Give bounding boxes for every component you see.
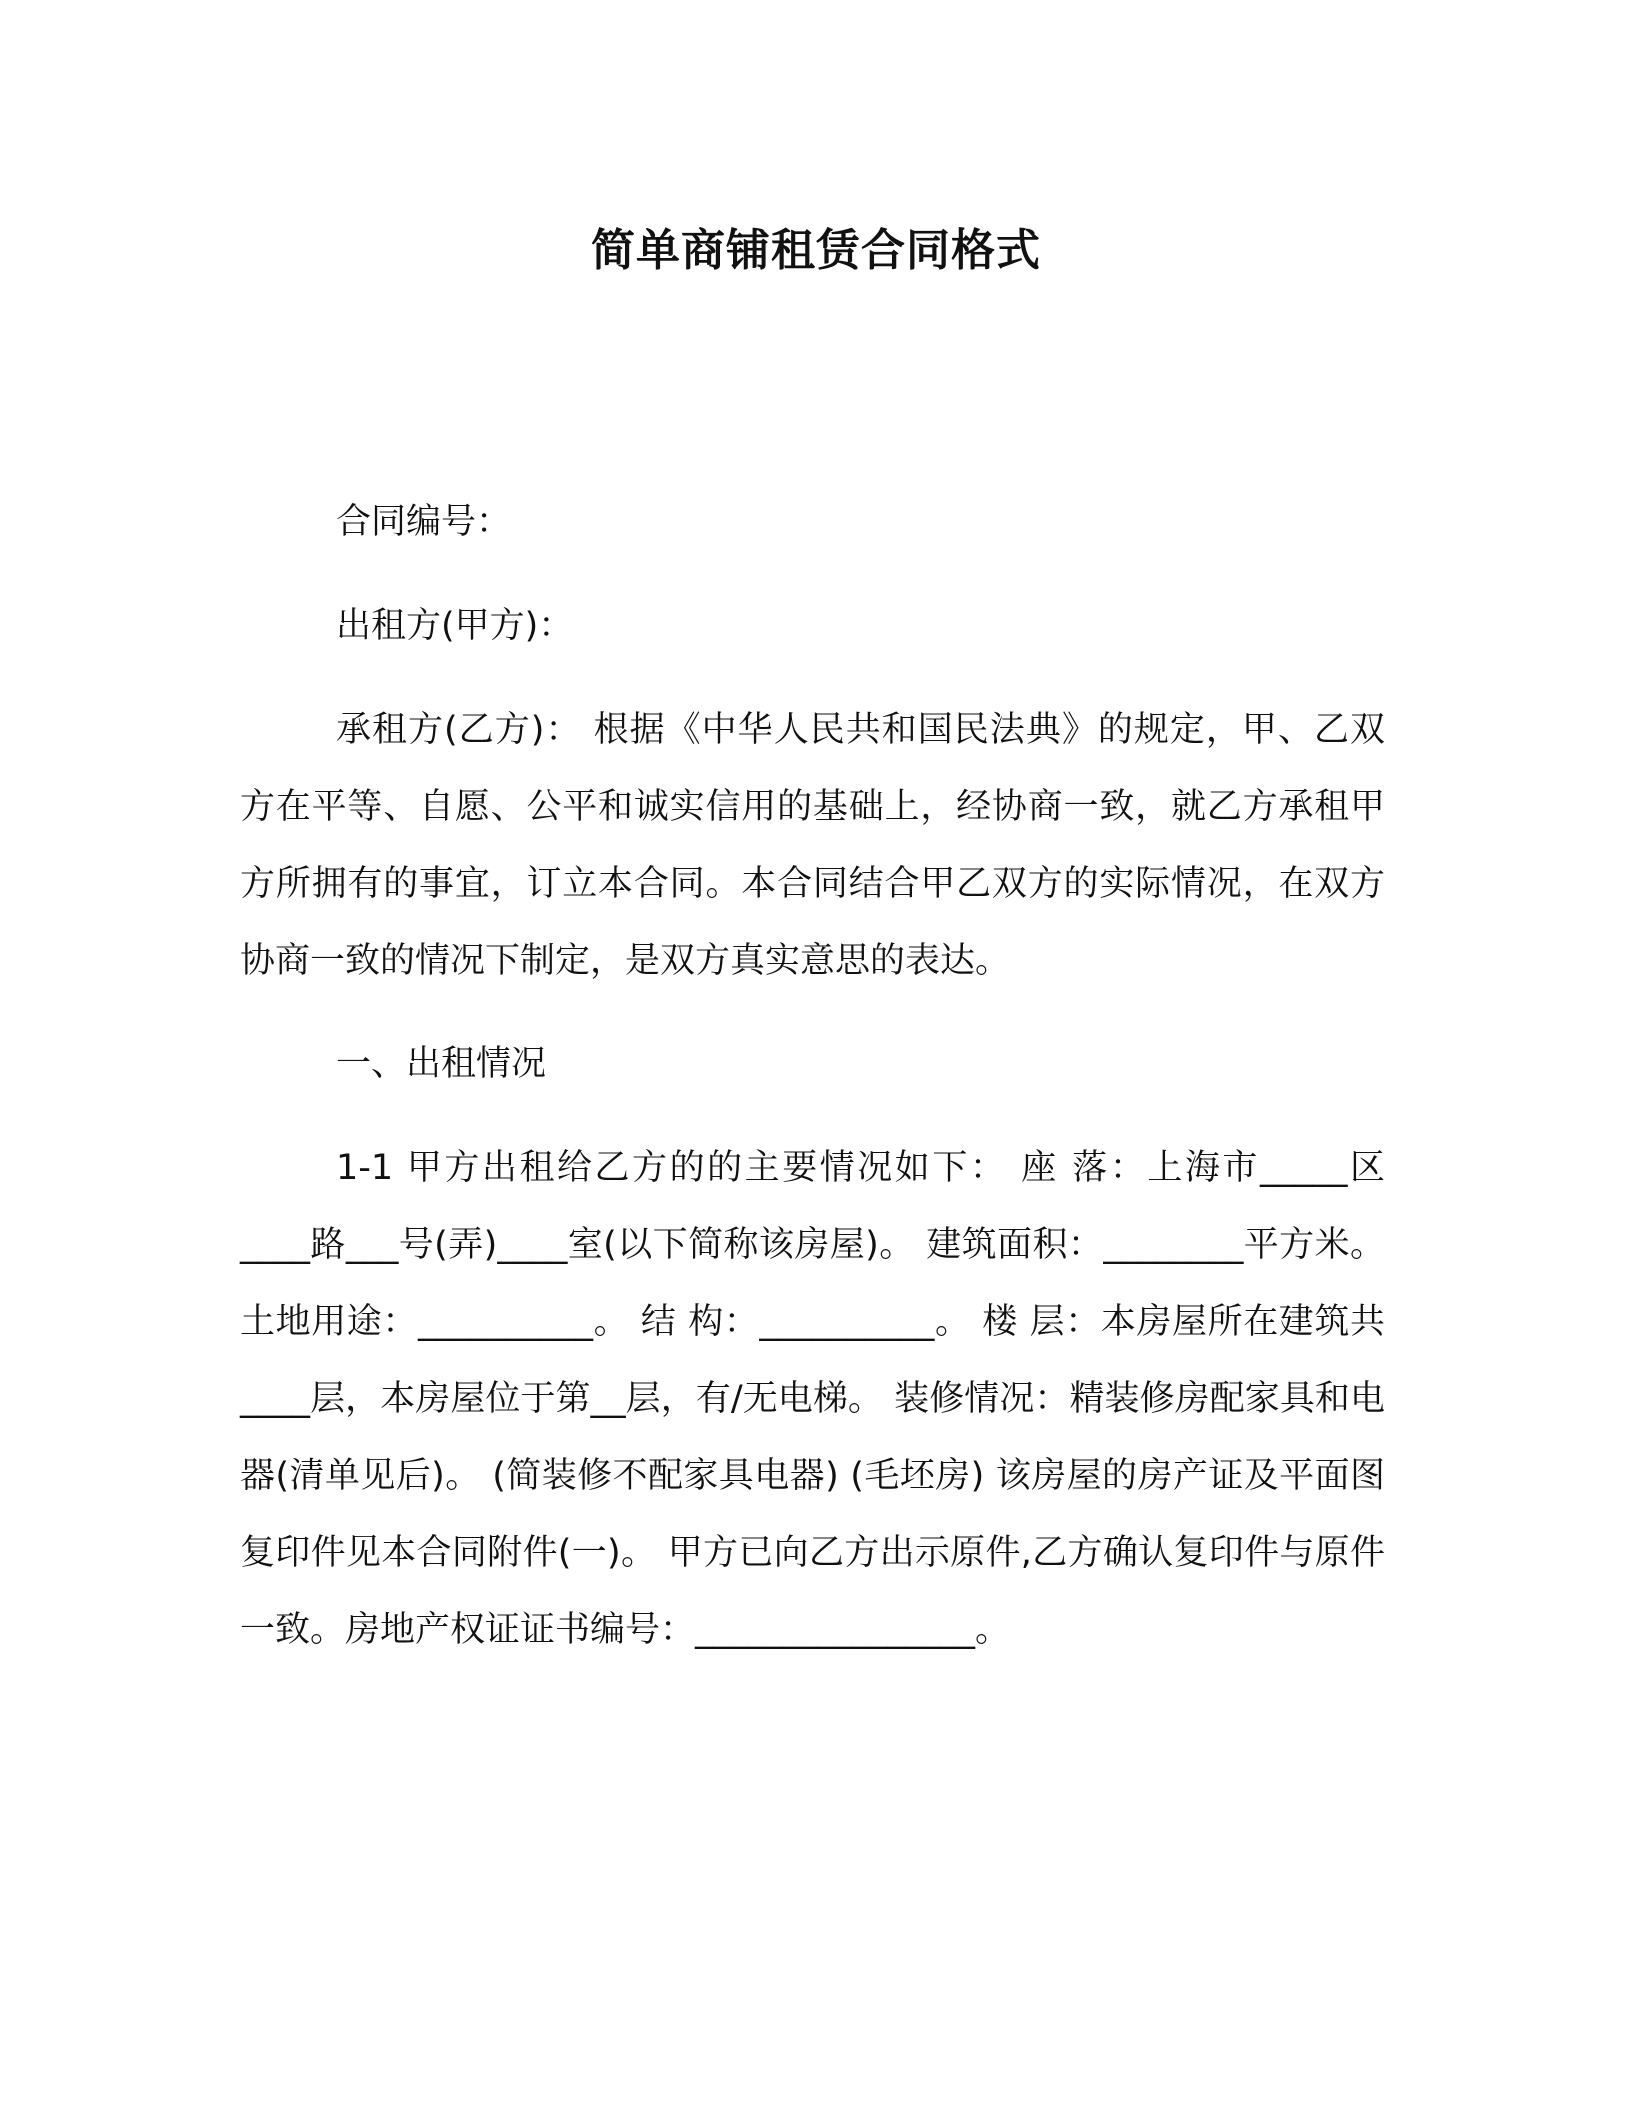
section-1-block: [240, 1026, 1385, 1103]
lessee-paragraph: 承租方(乙方)： 根据《中华人民共和国民法典》的规定，甲、乙双方在平等、自愿、公平和诚实信用的基础上，经协商一致，就乙方承租甲方所拥有的事宜，订立本合同。本合同结合甲乙双方的实际情况，在双方协商一致的情况下制定，是双方真实意思的表达。: [240, 710, 1385, 981]
lessee-paragraph-block: [240, 692, 1385, 1000]
contract-number-label: 合同编号：: [336, 502, 512, 542]
document-title: 简单商铺租赁合同格式: [591, 225, 1041, 276]
lessor-label: 出租方(甲方)：: [336, 606, 574, 646]
lessor-line: [240, 588, 1385, 665]
clause-1-1-block: [240, 1130, 1385, 1669]
clause-1-1-text: 1-1 甲方出租给乙方的的主要情况如下： 座 落：上海市_____区____路___号(弄)____室(以下简称该房屋)。 建筑面积：________平方米。 土地用途：__________。 结 构：__________。 楼 层：本房屋所在建筑共____层，本房屋位于第__层，有/无电梯。 装修情况：精装修房配家具和电器(清单见后)。 (简装修不配家具电器) (毛坯房) 该房屋的房产证及平面图复印件见本合同附件(一)。 甲方已向乙方出示原件,乙方确认复印件与原件一致。房地产权证证书编号：________________。: [240, 1148, 1385, 1650]
contract-number-line: [240, 484, 1385, 561]
section-1-heading: 一、出租情况: [336, 1044, 547, 1084]
